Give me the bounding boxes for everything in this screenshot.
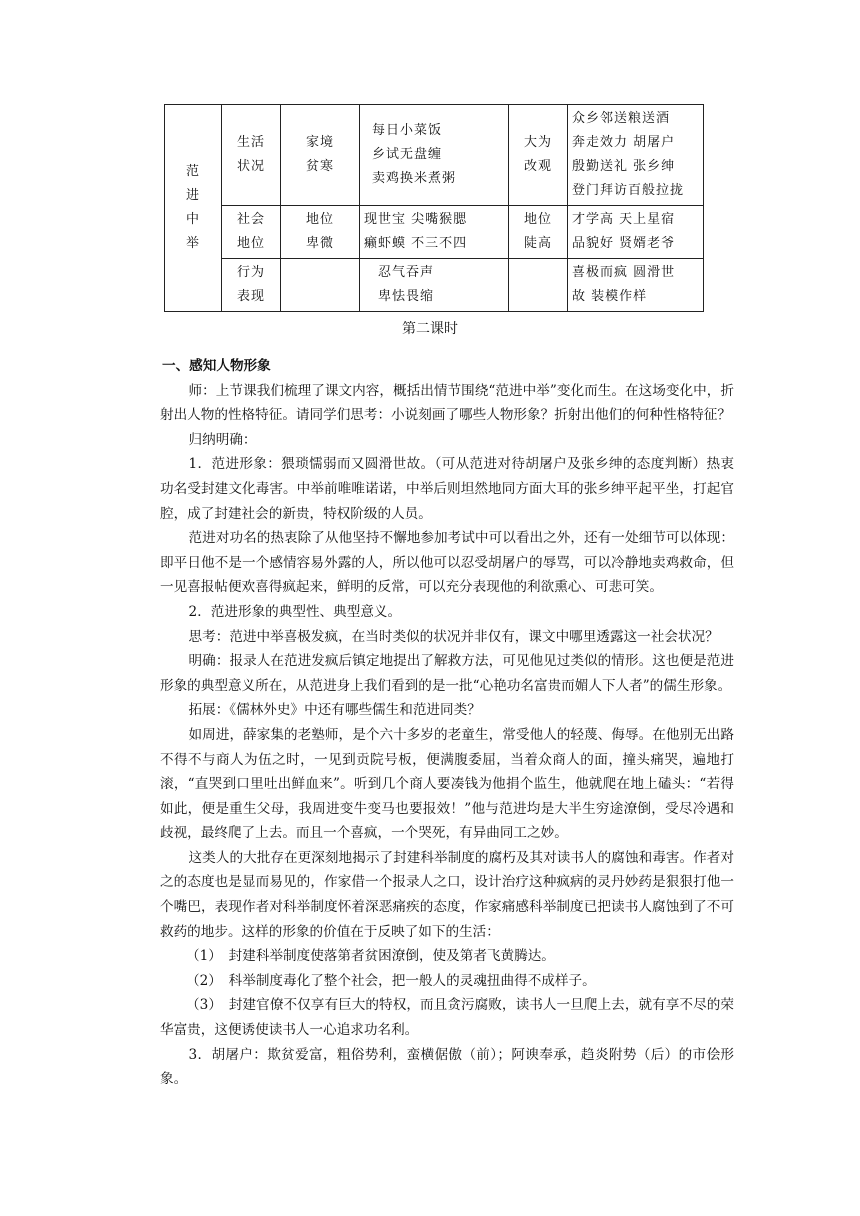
- cell-line: 范: [185, 164, 200, 179]
- paragraph: 思考：范进中举喜极发疯，在当时类似的状况并非仅有，课文中哪里透露这一社会状况？: [188, 628, 719, 645]
- lesson-title: 第二课时: [402, 321, 458, 337]
- character-change-table: [164, 104, 704, 312]
- cell-line: 进: [185, 188, 200, 203]
- cell-line: 地位: [305, 212, 334, 227]
- paragraph: 如周进，薛家集的老塾师，是个六十多岁的老童生，常受他人的轻蔑、侮辱。在他别无出路不得不与商人为伍之时，一见到贡院号板，便满腹委屈，当着众商人的面，撞头痛哭，遍地打滚，“直哭到口里吐出鲜血来”。听到几个商人要凑钱为他捐个监生，他就爬在地上磕头：“若得如此，便是重生父母，我周进变牛变马也要报效！”他与范进均是大半生穷途潦倒，受尽冷遇和歧视，最终爬了上去。而且一个喜疯，一个哭死，有异曲同工之妙。: [160, 726, 734, 842]
- list-item: （2） 科举制度毒化了整个社会，把一般人的灵魂扭曲得不成样子。: [186, 972, 596, 989]
- cell-line: 忍气吞声: [378, 265, 435, 280]
- cell-line: 中: [185, 212, 200, 227]
- cell-line: 殷勤送礼 张乡绅: [572, 159, 676, 174]
- cell-line: 地位: [236, 236, 265, 251]
- row-label: [222, 206, 281, 259]
- row-group-label: [165, 105, 222, 312]
- after-summary: [509, 206, 568, 259]
- cell-line: 社会: [236, 212, 265, 227]
- table-row: [165, 105, 704, 206]
- before-detail: [360, 259, 509, 312]
- row-label: [222, 259, 281, 312]
- cell-line: 卑微: [305, 236, 334, 251]
- cell-line: 陡高: [523, 236, 552, 251]
- paragraph: 拓展：《儒林外史》中还有哪些儒生和范进同类？: [188, 702, 481, 719]
- row-label: [222, 105, 281, 206]
- cell-line: 行为: [236, 265, 265, 280]
- before-detail: [360, 105, 509, 206]
- cell-line: 癞虾蟆 不三不四: [364, 236, 468, 251]
- before-detail: [360, 206, 509, 259]
- paragraph: 师：上节课我们梳理了课文内容，概括出情节围绕“范进中举”变化而生。在这场变化中，折射出人物的性格特征。请同学们思考：小说刻画了哪些人物形象？折射出他们的何种性格特征？: [160, 382, 734, 424]
- cell-line: 卖鸡换米煮粥: [372, 171, 457, 186]
- cell-line: 品貌好 贤婿老爷: [572, 236, 676, 251]
- paragraph: 归纳明确：: [188, 431, 257, 448]
- paragraph: 范进对功名的热衷除了从他坚持不懈地参加考试中可以看出之外，还有一处细节可以体现：即平日他不是一个感情容易外露的人，所以他可以忍受胡屠户的辱骂，可以冷静地卖鸡救命，但一见喜报帖便欢喜得疯起来，鲜明的反常，可以充分表现他的利欲熏心、可悲可笑。: [160, 530, 734, 596]
- after-detail: [568, 206, 704, 259]
- section-title: 一、感知人物形象: [162, 358, 271, 374]
- cell-line: 每日小菜饭: [372, 123, 443, 138]
- paragraph: 明确：报录人在范进发疯后镇定地提出了解救方法，可见他见过类似的情形。这也便是范进形象的典型意义所在，从范进身上我们看到的是一批“心艳功名富贵而媚人下人者”的儒生形象。: [160, 653, 734, 694]
- after-summary: [509, 259, 568, 312]
- table-row: [165, 259, 704, 312]
- cell-line: 乡试无盘缠: [372, 147, 443, 162]
- after-detail: [568, 105, 704, 206]
- cell-line: 状况: [236, 159, 265, 174]
- cell-line: 登门拜访百般拉拢: [572, 183, 685, 198]
- cell-line: 大为: [523, 135, 552, 150]
- cell-line: 表现: [236, 289, 265, 304]
- lesson-body: [160, 354, 734, 1092]
- cell-line: 喜极而疯 圆滑世: [572, 265, 676, 280]
- cell-line: 众乡邻送粮送酒: [572, 111, 671, 126]
- cell-line: 贫寒: [305, 159, 334, 174]
- paragraph: 1．范进形象：猥琐懦弱而又圆滑世故。（可从范进对待胡屠户及张乡绅的态度判断）热衷功名受封建文化毒害。中举前唯唯诺诺，中举后则坦然地同方面大耳的张乡绅平起平坐，打起官腔，成了封建社会的新贵，特权阶级的人员。: [160, 456, 734, 522]
- paragraph: 2．范进形象的典型性、典型意义。: [188, 603, 402, 620]
- cell-line: 才学高 天上星宿: [572, 212, 676, 227]
- before-summary: [281, 206, 360, 259]
- row-group-label-text: [169, 160, 217, 256]
- after-detail: [568, 259, 704, 312]
- cell-line: 生活: [236, 135, 265, 150]
- paragraph: 这类人的大批存在更深刻地揭示了封建科举制度的腐朽及其对读书人的腐蚀和毒害。作者对之的态度也是显而易见的，作家借一个报录人之口，设计治疗这种疯病的灵丹妙药是狠狠打他一个嘴巴，表现作者对科举制度怀着深恶痛疾的态度，作家痛感科举制度已把读书人腐蚀到了不可救药的地步。这样的形象的价值在于反映了如下的生活：: [160, 849, 734, 940]
- cell-line: 地位: [523, 212, 552, 227]
- before-summary: [281, 259, 360, 312]
- before-summary: [281, 105, 360, 206]
- cell-line: 卑怯畏缩: [378, 289, 435, 304]
- paragraph: 3．胡屠户：欺贫爱富，粗俗势利，蛮横倨傲（前）；阿谀奉承，趋炎附势（后）的市侩形象。: [160, 1046, 734, 1088]
- cell-line: 奔走效力 胡屠户: [572, 135, 676, 150]
- table-row: [165, 206, 704, 259]
- cell-line: 故 装模作样: [572, 289, 648, 304]
- cell-line: 举: [185, 236, 200, 251]
- cell-line: 现世宝 尖嘴猴腮: [364, 212, 468, 227]
- list-item: （3） 封建官僚不仅享有巨大的特权，而且贪污腐败，读书人一旦爬上去，就有享不尽的荣华富贵，这便诱使读书人一心追求功名利。: [160, 997, 734, 1039]
- cell-line: 家境: [305, 135, 334, 150]
- cell-line: 改观: [523, 159, 552, 174]
- list-item: （1） 封建科举制度使落第者贫困潦倒，使及第者飞黄腾达。: [186, 948, 555, 965]
- after-summary: [509, 105, 568, 206]
